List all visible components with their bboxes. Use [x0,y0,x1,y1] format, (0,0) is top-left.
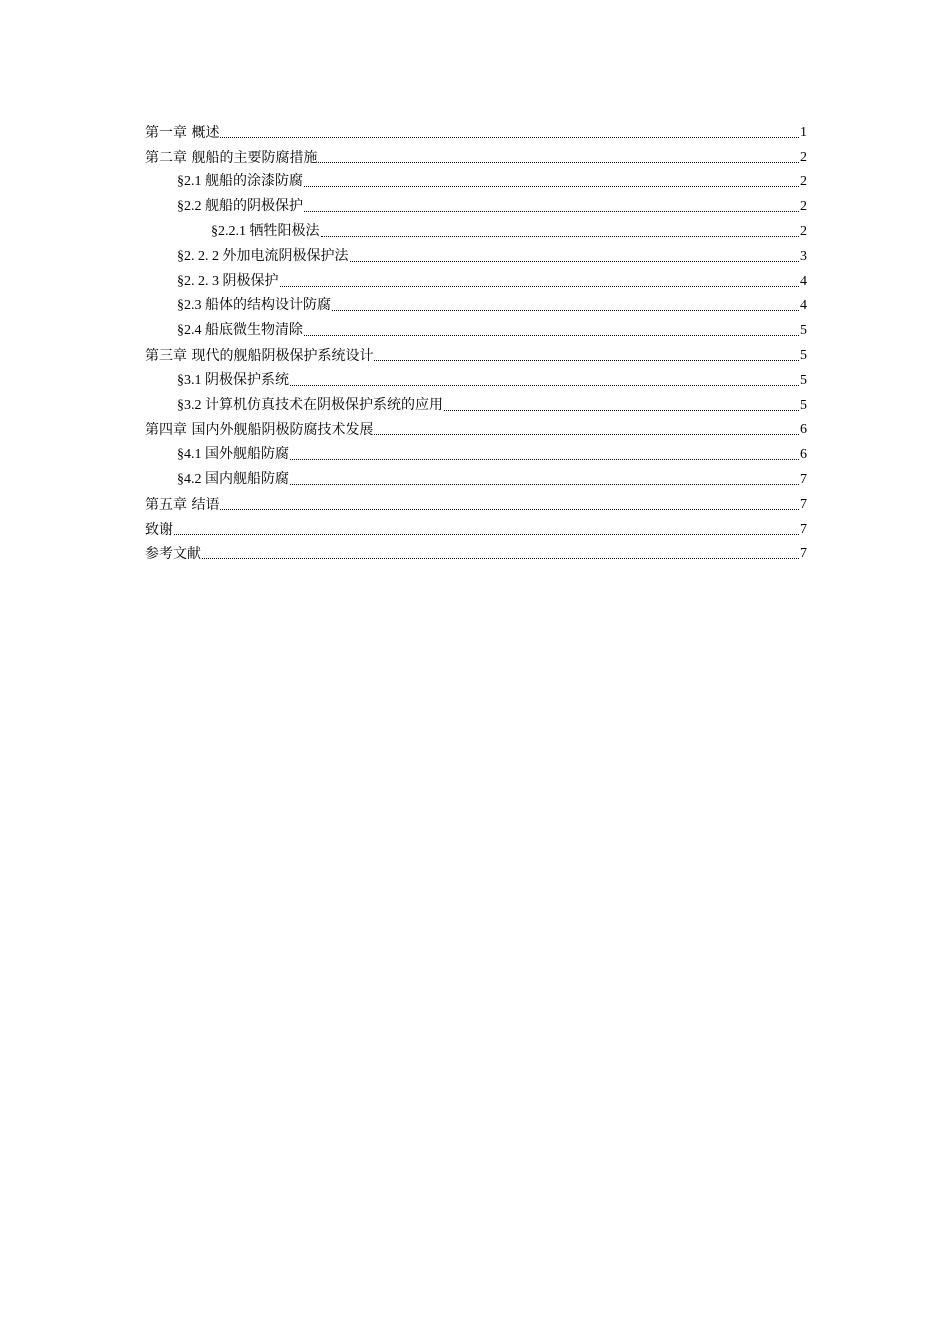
toc-entry-label: 计算机仿真技术在阴极保护系统的应用 [205,396,443,413]
toc-entry[interactable] [145,142,807,167]
toc-entry-title [177,371,289,390]
toc-page-number: 1 [800,124,807,140]
toc-entry-label: 第三章 现代的舰船阴极保护系统设计 [145,347,374,364]
toc-entry-label: 舰船的涂漆防腐 [205,173,303,190]
toc-page-number: 3 [800,248,807,264]
toc-entry-label: 船底微生物清除 [205,322,303,339]
toc-entry-label: 国外舰船防腐 [205,446,289,463]
toc-entry[interactable] [145,117,807,142]
toc-entry-title [145,521,173,539]
dot-leader [332,310,799,311]
toc-section-number: §2.2.1 [211,223,250,239]
toc-page-number: 5 [800,347,807,363]
dot-leader [290,459,799,460]
toc-entry[interactable] [145,167,807,192]
dot-leader [280,286,800,287]
toc-section-number: §3.1 [177,372,205,388]
dot-leader [318,162,799,163]
toc-entry-label: 外加电流阴极保护法 [222,247,349,264]
toc-entry-label: 国内舰船防腐 [205,470,289,487]
toc-page-number: 5 [800,323,807,339]
dot-leader [290,385,799,386]
toc-entry[interactable] [145,291,807,316]
toc-page-number: 4 [800,298,807,314]
toc-section-number: §4.2 [177,471,205,487]
toc-entry[interactable] [145,241,807,266]
toc-entry-title [177,197,303,216]
dot-leader [304,186,799,187]
toc-entry[interactable] [145,514,807,539]
toc-entry[interactable] [145,390,807,415]
toc-section-number: §2. 2. 2 [177,248,223,264]
toc-section-number: §2.4 [177,323,205,339]
toc-entry-title [177,272,279,291]
toc-entry-title [177,172,303,191]
toc-entry[interactable] [145,216,807,241]
toc-section-number: §3.2 [177,397,205,413]
toc-entry[interactable] [145,415,807,440]
toc-page-number: 7 [800,496,807,512]
toc-entry-label: 第一章 概述 [145,124,220,141]
toc-entry-label: 第四章 国内外舰船阴极防腐技术发展 [145,422,374,439]
toc-entry-title [145,545,201,563]
toc-page-number: 5 [800,397,807,413]
toc-entry-title [177,470,289,489]
dot-leader [321,236,800,237]
table-of-contents [145,117,807,563]
toc-entry-label: 第五章 结语 [145,496,220,513]
toc-page-number: 2 [800,199,807,215]
dot-leader [304,211,799,212]
toc-page-number: 2 [800,174,807,190]
toc-section-number: §4.1 [177,447,205,463]
dot-leader [350,261,800,262]
toc-entry-title [177,296,331,315]
toc-entry-title [145,149,317,167]
toc-page-number: 7 [800,546,807,562]
toc-entry-title [177,396,443,415]
toc-entry-label: 阴极保护 [222,272,279,289]
toc-entry-label: 第二章 舰船的主要防腐措施 [145,149,318,166]
toc-entry[interactable] [145,539,807,564]
toc-entry-title [145,496,219,514]
toc-entry[interactable] [145,191,807,216]
dot-leader [374,434,799,435]
toc-section-number: §2.1 [177,174,205,190]
dot-leader [220,509,799,510]
toc-entry-title [177,247,349,266]
dot-leader [202,558,799,559]
dot-leader [374,360,799,361]
toc-entry[interactable] [145,266,807,291]
toc-entry-title [177,321,303,340]
dot-leader [304,335,799,336]
toc-page-number: 6 [800,447,807,463]
toc-entry[interactable] [145,489,807,514]
dot-leader [290,484,799,485]
toc-entry-label: 阴极保护系统 [205,371,289,388]
toc-page-number: 2 [800,223,807,239]
toc-entry-title [145,347,373,365]
toc-entry[interactable] [145,464,807,489]
toc-entry-label: 参考文献 [145,546,201,563]
toc-page-number: 7 [800,521,807,537]
dot-leader [220,137,799,138]
toc-section-number: §2.2 [177,199,205,215]
toc-entry-title [177,445,289,464]
toc-page-number: 7 [800,471,807,487]
toc-page-number: 2 [800,149,807,165]
toc-entry-title [145,124,219,142]
toc-entry[interactable] [145,315,807,340]
toc-entry-label: 致谢 [145,521,173,538]
toc-entry-label: 舰船的阴极保护 [205,198,303,215]
toc-entry-title [211,222,320,241]
toc-page-number: 5 [800,372,807,388]
toc-entry[interactable] [145,340,807,365]
toc-entry[interactable] [145,365,807,390]
toc-entry-label: 船体的结构设计防腐 [205,297,331,314]
dot-leader [444,410,799,411]
toc-entry-label: 牺牲阳极法 [249,222,320,239]
toc-entry-title [145,421,373,439]
toc-section-number: §2. 2. 3 [177,273,223,289]
toc-page-number: 6 [800,422,807,438]
toc-page-number: 4 [800,273,807,289]
toc-entry[interactable] [145,439,807,464]
toc-section-number: §2.3 [177,298,205,314]
dot-leader [174,534,799,535]
